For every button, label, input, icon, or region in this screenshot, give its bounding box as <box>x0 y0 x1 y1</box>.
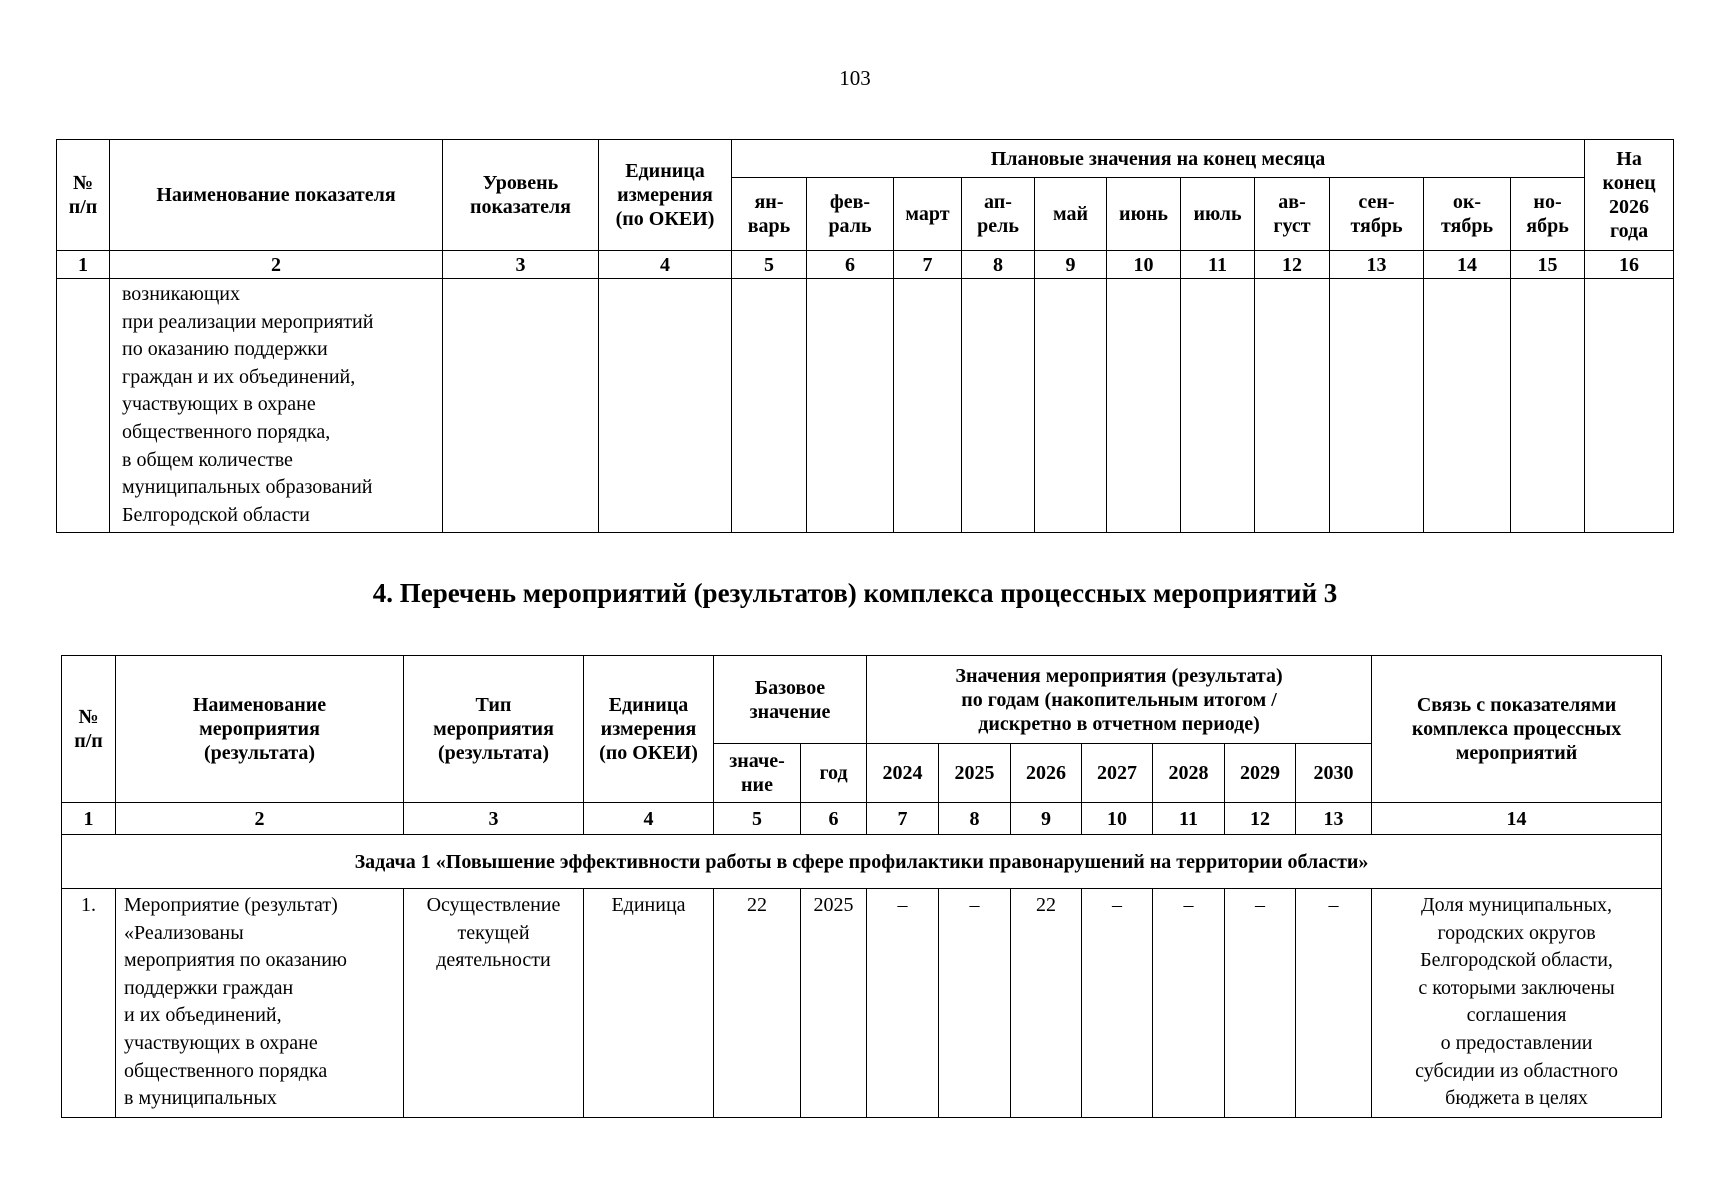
column-number: 4 <box>599 251 732 279</box>
header-unit: Единица измерения (по ОКЕИ) <box>599 140 732 251</box>
year-value-cell: 22 <box>1011 889 1082 1118</box>
header-year: 2027 <box>1082 744 1153 803</box>
year-value-cell: – <box>867 889 939 1118</box>
measures-table <box>61 655 1662 1118</box>
column-number: 11 <box>1153 803 1225 835</box>
column-number: 2 <box>110 251 443 279</box>
column-number: 3 <box>404 803 584 835</box>
column-number: 13 <box>1330 251 1424 279</box>
header-month: ап- рель <box>962 178 1035 251</box>
column-number: 12 <box>1225 803 1296 835</box>
cell <box>443 279 599 533</box>
header-link: Связь с показателями комплекса процессных мероприятий <box>1372 656 1662 803</box>
header-year: 2025 <box>939 744 1011 803</box>
column-number: 3 <box>443 251 599 279</box>
column-number: 7 <box>867 803 939 835</box>
header-base-value: Базовое значение <box>714 656 867 744</box>
header-values-by-year: Значения мероприятия (результата) по годам (накопительным итогом / дискретно в отчетном периоде) <box>867 656 1372 744</box>
column-number: 2 <box>116 803 404 835</box>
task-title: Задача 1 «Повышение эффективности работы в сфере профилактики правонарушений на территории области» <box>62 835 1662 889</box>
header-month: фев- раль <box>807 178 894 251</box>
cell <box>1585 279 1674 533</box>
column-number: 14 <box>1372 803 1662 835</box>
column-number: 14 <box>1424 251 1511 279</box>
header-month: май <box>1035 178 1107 251</box>
measure-name-cell: Мероприятие (результат) «Реализованы мероприятия по оказанию поддержки граждан и их объединений, участвующих в охране общественного порядка в муниципальных <box>116 889 404 1118</box>
cell <box>1424 279 1511 533</box>
column-number: 1 <box>62 803 116 835</box>
indicators-table <box>56 139 1674 533</box>
column-number: 1 <box>57 251 110 279</box>
header-year: 2028 <box>1153 744 1225 803</box>
column-number: 6 <box>801 803 867 835</box>
unit-cell: Единица <box>584 889 714 1118</box>
header-base-val: значе- ние <box>714 744 801 803</box>
column-number: 16 <box>1585 251 1674 279</box>
header-level: Уровень показателя <box>443 140 599 251</box>
header-plan-values: Плановые значения на конец месяца <box>732 140 1585 178</box>
year-value-cell: – <box>1296 889 1372 1118</box>
column-number: 7 <box>894 251 962 279</box>
column-number-row <box>62 803 1662 835</box>
year-value-cell: – <box>1153 889 1225 1118</box>
header-month: ок- тябрь <box>1424 178 1511 251</box>
column-number-row <box>57 251 1674 279</box>
cell <box>1511 279 1585 533</box>
header-month: ян- варь <box>732 178 807 251</box>
section-title: 4. Перечень мероприятий (результатов) комплекса процессных мероприятий 3 <box>372 578 1338 608</box>
column-number: 5 <box>714 803 801 835</box>
column-number: 11 <box>1181 251 1255 279</box>
header-base-year: год <box>801 744 867 803</box>
indicator-name-cell: возникающих при реализации мероприятий по оказанию поддержки граждан и их объединений, участвующих в охране общественного порядка, в общем количестве муниципальных образований Белгородской области <box>110 279 443 533</box>
header-month: но- ябрь <box>1511 178 1585 251</box>
column-number: 12 <box>1255 251 1330 279</box>
header-year: 2026 <box>1011 744 1082 803</box>
cell <box>1035 279 1107 533</box>
header-month: сен- тябрь <box>1330 178 1424 251</box>
year-value-cell: – <box>1082 889 1153 1118</box>
cell-num <box>57 279 110 533</box>
column-number: 10 <box>1082 803 1153 835</box>
column-number: 13 <box>1296 803 1372 835</box>
header-month: июнь <box>1107 178 1181 251</box>
header-measure-type: Тип мероприятия (результата) <box>404 656 584 803</box>
table-row <box>62 889 1662 1118</box>
column-number: 5 <box>732 251 807 279</box>
base-year-cell: 2025 <box>801 889 867 1118</box>
cell <box>807 279 894 533</box>
header-unit: Единица измерения (по ОКЕИ) <box>584 656 714 803</box>
header-num: № п/п <box>57 140 110 251</box>
base-value-cell: 22 <box>714 889 801 1118</box>
header-month: март <box>894 178 962 251</box>
column-number: 9 <box>1035 251 1107 279</box>
cell <box>894 279 962 533</box>
table-row <box>57 279 1674 533</box>
cell <box>1107 279 1181 533</box>
column-number: 9 <box>1011 803 1082 835</box>
cell <box>1181 279 1255 533</box>
header-end-year: На конец 2026 года <box>1585 140 1674 251</box>
column-number: 4 <box>584 803 714 835</box>
header-measure-name: Наименование мероприятия (результата) <box>116 656 404 803</box>
measure-type-cell: Осуществление текущей деятельности <box>404 889 584 1118</box>
year-value-cell: – <box>939 889 1011 1118</box>
cell <box>962 279 1035 533</box>
cell <box>1330 279 1424 533</box>
header-indicator-name: Наименование показателя <box>110 140 443 251</box>
header-year: 2029 <box>1225 744 1296 803</box>
header-month: июль <box>1181 178 1255 251</box>
cell <box>732 279 807 533</box>
header-month: ав- густ <box>1255 178 1330 251</box>
column-number: 8 <box>939 803 1011 835</box>
cell <box>1255 279 1330 533</box>
column-number: 10 <box>1107 251 1181 279</box>
row-num: 1. <box>62 889 116 1118</box>
header-year: 2024 <box>867 744 939 803</box>
link-cell: Доля муниципальных, городских округов Белгородской области, с которыми заключены соглашения о предоставлении субсидии из областного бюджета в целях <box>1372 889 1662 1118</box>
header-num: № п/п <box>62 656 116 803</box>
column-number: 8 <box>962 251 1035 279</box>
column-number: 6 <box>807 251 894 279</box>
task-row <box>62 835 1662 889</box>
column-number: 15 <box>1511 251 1585 279</box>
year-value-cell: – <box>1225 889 1296 1118</box>
header-year: 2030 <box>1296 744 1372 803</box>
cell <box>599 279 732 533</box>
page-number: 103 <box>839 66 871 90</box>
